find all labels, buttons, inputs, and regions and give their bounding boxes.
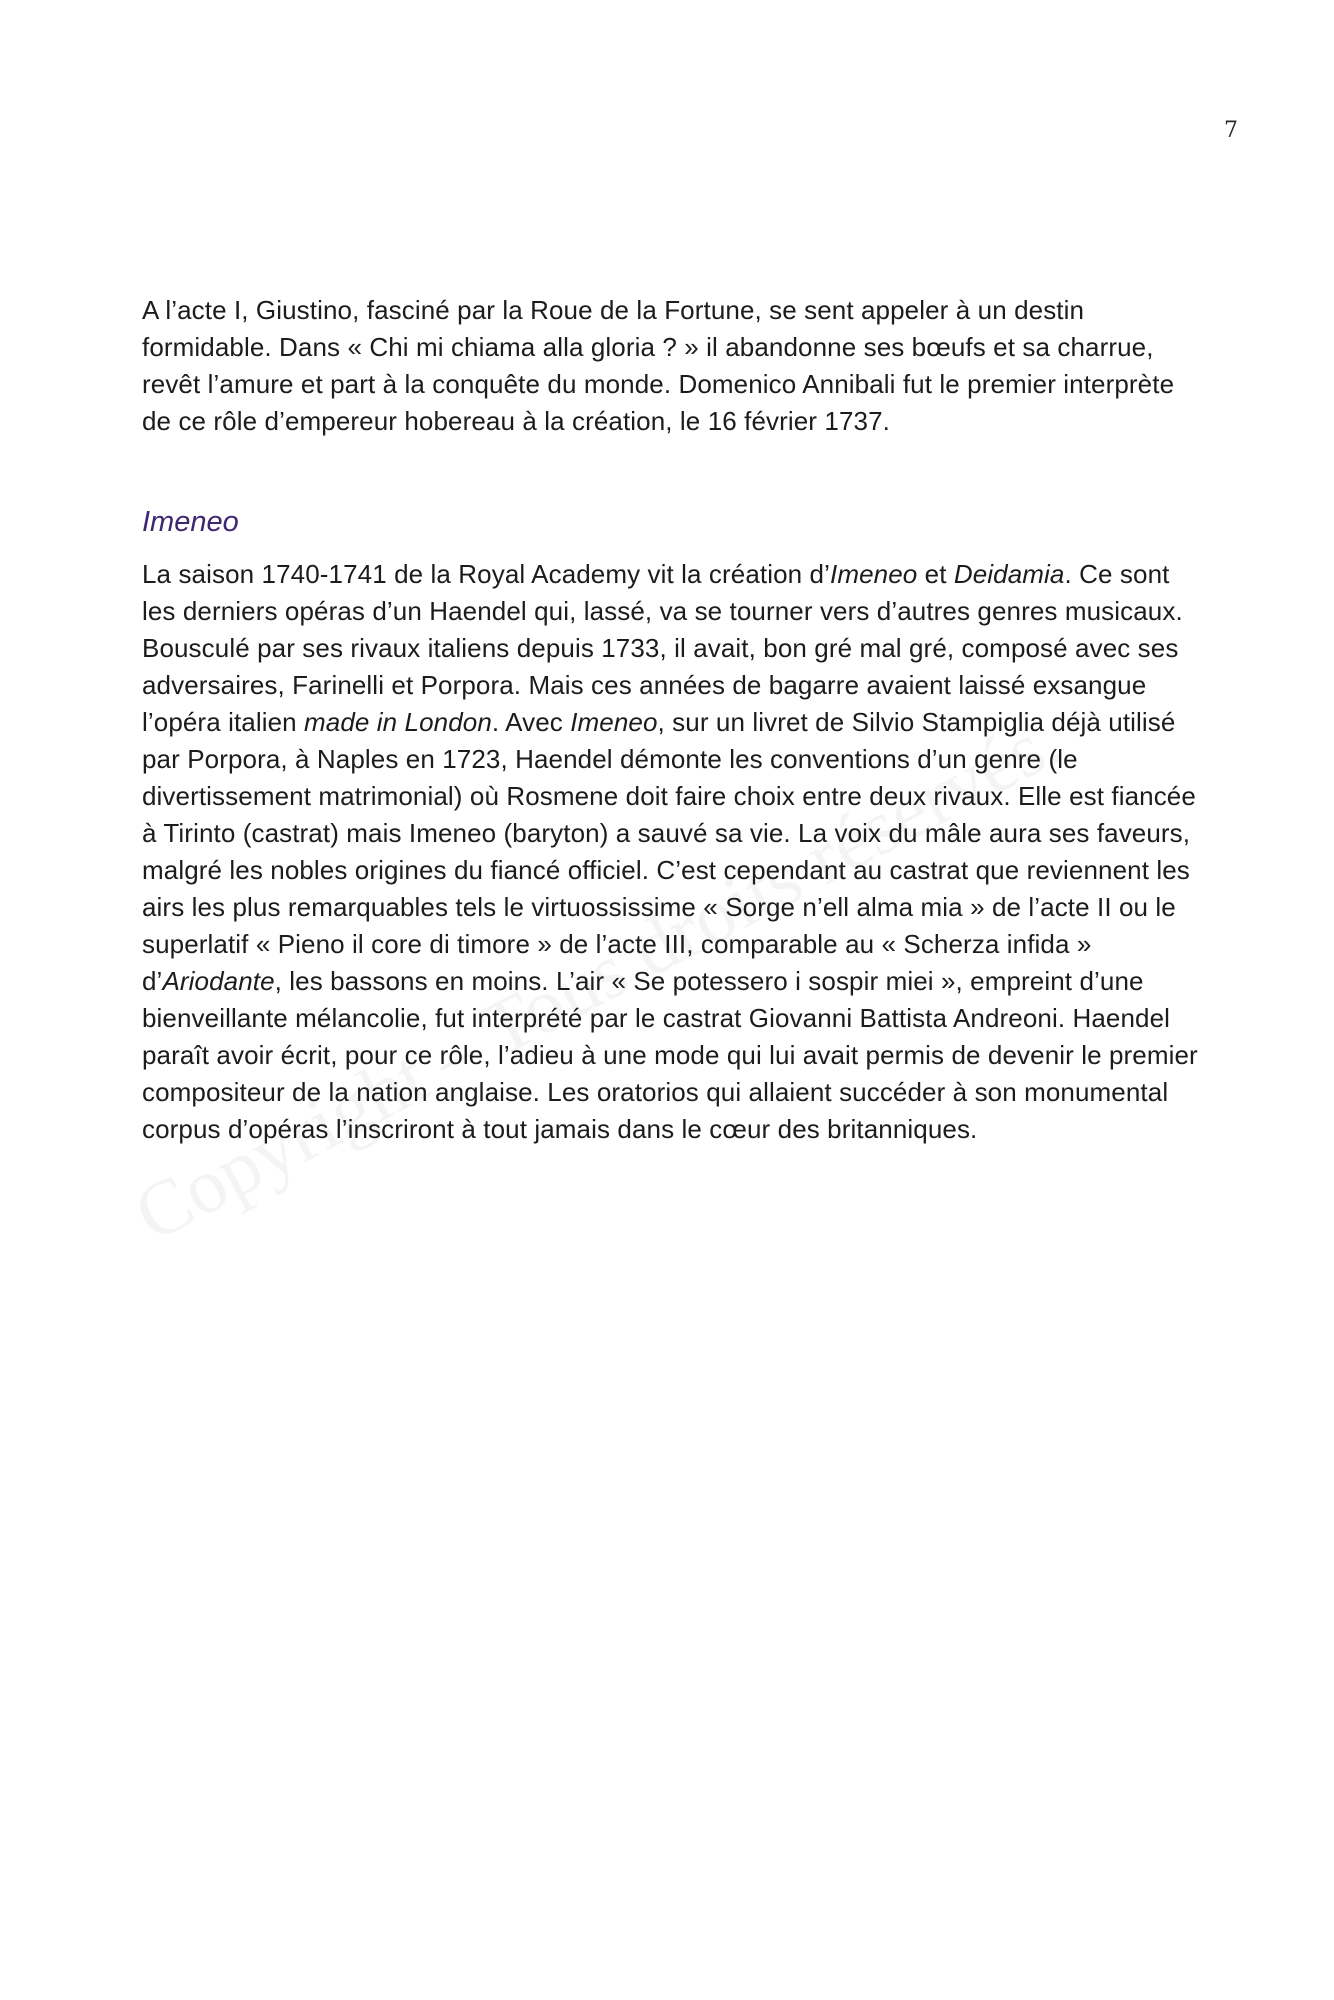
italic-title-text: made in London — [304, 707, 492, 737]
italic-title-text: Deidamia — [953, 559, 1065, 589]
body-text: . Ce sont les derniers opéras d’un Haendel qui, lassé, va se tourner vers d’autres genres musicaux. Bousculé par ses rivaux italiens depuis 1733, il avait, bon gré mal gré, composé avec ses adversaires, Farinelli et Porpora. Mais ces années de bagarre avaient laissé exsangue l’opéra italien — [142, 559, 1183, 737]
body-text: La saison 1740-1741 de la Royal Academy vit la création d’ — [142, 559, 830, 589]
body-text: et — [917, 559, 954, 589]
body-text: , les bassons en moins. L’air « Se potessero i sospir miei », empreint d’une bienveillante mélancolie, fut interprété par le castrat Giovanni Battista Andreoni. Haendel paraît avoir écrit, pour ce rôle, l’adieu à une mode qui lui avait permis de devenir le premier compositeur de la nation anglaise. Les oratorios qui allaient succéder à son monumental corpus d’opéras l’inscriront à tout jamais dans le cœur des britanniques. — [142, 966, 1198, 1144]
italic-title-text: Imeneo — [830, 559, 918, 589]
body-text: . Avec — [491, 707, 571, 737]
section-paragraph — [142, 556, 1202, 1148]
italic-title-text: Imeneo — [570, 707, 658, 737]
page-body — [142, 292, 1202, 1148]
section-heading: Imeneo — [142, 506, 239, 538]
body-text: , sur un livret de Silvio Stampiglia déjà utilisé par Porpora, à Naples en 1723, Haendel démonte les conventions d’un genre (le divertissement matrimonial) où Rosmene doit faire choix entre deux rivaux. Elle est fiancée à Tirinto (castrat) mais Imeneo (baryton) a sauvé sa vie. La voix du mâle aura ses faveurs, malgré les nobles origines du fiancé officiel. C’est cependant au castrat que reviennent les airs les plus remarquables tels le virtuossissime « Sorge n’ell alma mia » de l’acte II ou le superlatif « Pieno il core di timore » de l’acte III, comparable au « Scherza infida » d’ — [142, 707, 1196, 996]
page-number: 7 — [1224, 118, 1238, 143]
italic-title-text: Ariodante — [162, 966, 275, 996]
intro-paragraph: A l’acte I, Giustino, fasciné par la Roue de la Fortune, se sent appeler à un destin formidable. Dans « Chi mi chiama alla gloria ? » il abandonne ses bœufs et sa charrue, revêt l’amure et part à la conquête du monde. Domenico Annibali fut le premier interprète de ce rôle d’empereur hobereau à la création, le 16 février 1737. — [142, 295, 1175, 436]
